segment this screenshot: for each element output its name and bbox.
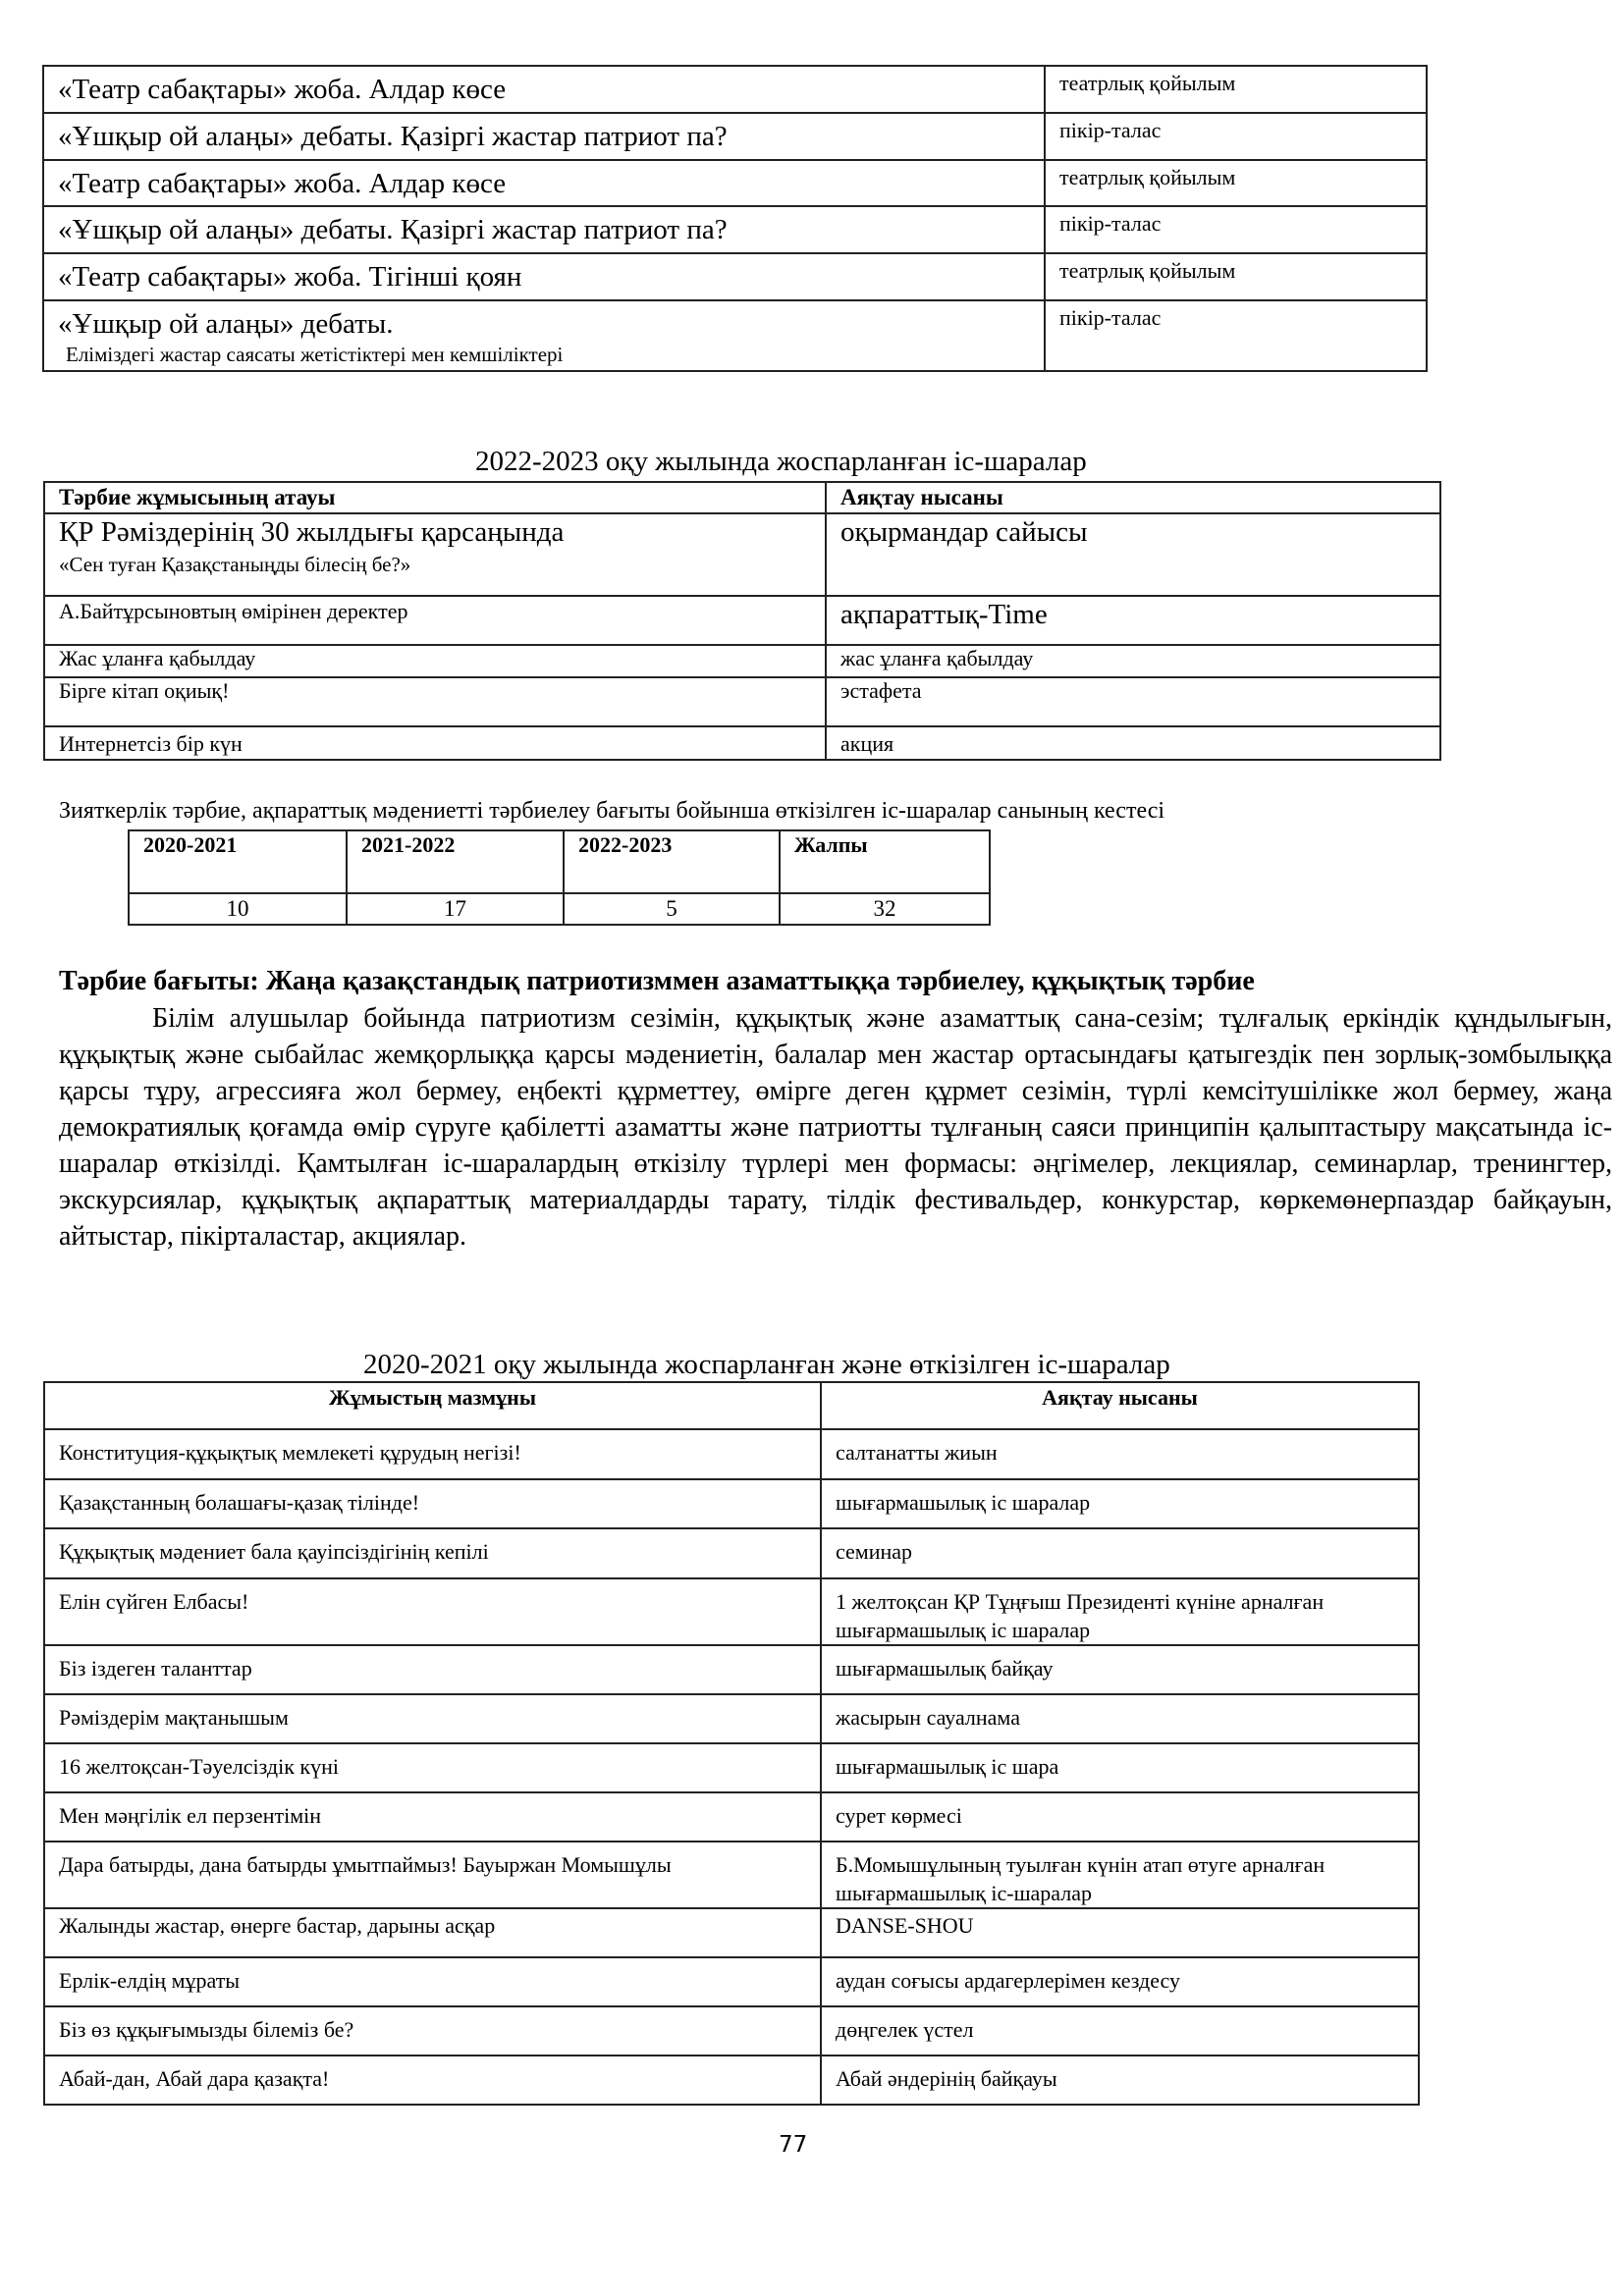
held-2020-table: [43, 1381, 1420, 2106]
form-cell: сурет көрмесі: [821, 1792, 1419, 1842]
section-heading: Тәрбие бағыты: Жаңа қазақстандық патриотизммен азаматтыққа тәрбиелеу, құқықтық тәрбие: [59, 966, 1255, 996]
column-header: Жұмыстың мазмұны: [44, 1382, 821, 1429]
table-row: [44, 2006, 1419, 2056]
page-number: 77: [779, 2132, 808, 2158]
column-header: Тәрбие жұмысының атауы: [44, 482, 826, 513]
planned-2022-title: 2022-2023 оқу жылында жоспарланған іс-шаралар: [475, 446, 1087, 477]
table-row: [43, 66, 1427, 113]
content-cell: Конституция-құқықтық мемлекеті құрудың негізі!: [44, 1429, 821, 1479]
event-title: «Ұшқыр ой алаңы» дебаты.: [58, 308, 394, 340]
table-row: [44, 1842, 1419, 1908]
form-cell: акция: [826, 726, 1440, 760]
year-header: 2021-2022: [347, 830, 564, 893]
content-cell: Дара батырды, дана батырды ұмытпаймыз! Бауыржан Момышұлы: [44, 1842, 821, 1908]
form-cell: шығармашылық іс шаралар: [821, 1479, 1419, 1528]
form-cell: DANSE-SHOU: [821, 1908, 1419, 1957]
table-row: [44, 596, 1440, 645]
table-row: [44, 1792, 1419, 1842]
table-header-row: [44, 1382, 1419, 1429]
year-header: 2020-2021: [129, 830, 347, 893]
table-row: [44, 2056, 1419, 2105]
form-cell: жас ұланға қабылдау: [826, 645, 1440, 677]
event-cell: [43, 300, 1045, 371]
event-cell: «Ұшқыр ой алаңы» дебаты. Қазіргі жастар патриот па?: [43, 206, 1045, 253]
content-cell: Рәміздерім мақтанышым: [44, 1694, 821, 1743]
table-row: [43, 206, 1427, 253]
form-cell: Б.Момышұлының туылған күнін атап өтуге арналған шығармашылық іс-шаралар: [821, 1842, 1419, 1908]
form-cell: жасырын сауалнама: [821, 1694, 1419, 1743]
event-cell: «Ұшқыр ой алаңы» дебаты. Қазіргі жастар патриот па?: [43, 113, 1045, 160]
table-row: [44, 1694, 1419, 1743]
event-cell: «Театр сабақтары» жоба. Тігінші қоян: [43, 253, 1045, 300]
form-cell: шығармашылық байқау: [821, 1645, 1419, 1694]
held-2020-title: 2020-2021 оқу жылында жоспарланған және өткізілген іс-шаралар: [363, 1349, 1170, 1380]
table-row: [44, 677, 1440, 726]
planned-2022-table: [43, 481, 1441, 761]
content-cell: Біз өз құқығымызды білеміз бе?: [44, 2006, 821, 2056]
name-cell: [44, 513, 826, 596]
form-cell: оқырмандар сайысы: [826, 513, 1440, 596]
counts-caption: Зияткерлік тәрбие, ақпараттық мәдениетті тәрбиелеу бағыты бойынша өткізілген іс-шаралар санының кестесі: [59, 798, 1165, 824]
total-value: 32: [780, 893, 990, 925]
form-cell: 1 желтоқсан ҚР Тұңғыш Президенті күніне арналған шығармашылық іс шаралар: [821, 1578, 1419, 1645]
form-cell: пікір-талас: [1045, 206, 1427, 253]
column-header: Аяқтау нысаны: [826, 482, 1440, 513]
table-header-row: [129, 830, 990, 893]
content-cell: Біз іздеген таланттар: [44, 1645, 821, 1694]
content-cell: Елін сүйген Елбасы!: [44, 1578, 821, 1645]
count-value: 10: [129, 893, 347, 925]
table-row: [43, 113, 1427, 160]
count-value: 5: [564, 893, 780, 925]
form-cell: театрлық қойылым: [1045, 66, 1427, 113]
table-row: [44, 1957, 1419, 2006]
form-cell: театрлық қойылым: [1045, 160, 1427, 206]
form-cell: пікір-талас: [1045, 113, 1427, 160]
total-header: Жалпы: [780, 830, 990, 893]
table-header-row: [44, 482, 1440, 513]
table-row: [44, 726, 1440, 760]
table-row: [129, 893, 990, 925]
form-cell: дөңгелек үстел: [821, 2006, 1419, 2056]
event-subtitle: Еліміздегі жастар саясаты жетістіктері мен кемшіліктері: [66, 343, 564, 366]
content-cell: 16 желтоқсан-Тәуелсіздік күні: [44, 1743, 821, 1792]
form-cell: эстафета: [826, 677, 1440, 726]
form-cell: пікір-талас: [1045, 300, 1427, 371]
form-cell: ақпараттық-Time: [826, 596, 1440, 645]
event-cell: «Театр сабақтары» жоба. Алдар көсе: [43, 160, 1045, 206]
form-cell: шығармашылық іс шара: [821, 1743, 1419, 1792]
content-cell: Жалынды жастар, өнерге бастар, дарыны асқар: [44, 1908, 821, 1957]
form-cell: семинар: [821, 1528, 1419, 1578]
year-header: 2022-2023: [564, 830, 780, 893]
table-row: [44, 513, 1440, 596]
table-row: [43, 160, 1427, 206]
content-cell: Абай-дан, Абай дара қазақта!: [44, 2056, 821, 2105]
count-value: 17: [347, 893, 564, 925]
table-row: [44, 645, 1440, 677]
content-cell: Мен мәңгілік ел перзентімін: [44, 1792, 821, 1842]
counts-table: [128, 829, 991, 926]
form-cell: театрлық қойылым: [1045, 253, 1427, 300]
section-paragraph: Білім алушылар бойында патриотизм сезімін, құқықтық және азаматтық сана-сезім; тұлғалық еркіндік құндылығын, құқықтық және сыбайлас жемқорлыққа қарсы мәдениетін, балалар мен жастар ортасындағы қатыгездік пен зорлық-зомбылыққа қарсы тұру, агрессияға жол бермеу, еңбекті құрметтеу, өмірге деген құрмет сезімін, түрлі кемсітушілікке жол бермеу, жаңа демократиялық қоғамда өмір сүруге қабілетті азаматты және патриотты тұлғаның саяси принципін қалыптастыру мақсатында іс-шаралар өткізілді. Қамтылған іс-шаралардың өткізілу түрлері мен формасы: әңгімелер, лекциялар, семинарлар, тренингтер, экскурсиялар, құқықтық ақпараттық материалдарды тарату, тілдік фестивальдер, конкурстар, көркемөнерпаздар байқауын, айтыстар, пікірталастар, акциялар.: [59, 1003, 1612, 1252]
name-cell: А.Байтұрсыновтың өмірінен деректер: [44, 596, 826, 645]
event-subtitle: «Сен туған Қазақстаныңды білесің бе?»: [59, 553, 411, 576]
table-row: [44, 1645, 1419, 1694]
content-cell: Құқықтық мәдениет бала қауіпсіздігінің кепілі: [44, 1528, 821, 1578]
table-row: [44, 1479, 1419, 1528]
column-header: Аяқтау нысаны: [821, 1382, 1419, 1429]
form-cell: Абай әндерінің байқауы: [821, 2056, 1419, 2105]
table-row: [44, 1743, 1419, 1792]
events-table-top: [42, 65, 1428, 372]
content-cell: Ерлік-елдің мұраты: [44, 1957, 821, 2006]
table-row: [43, 300, 1427, 371]
table-row: [44, 1429, 1419, 1479]
name-cell: Бірге кітап оқиық!: [44, 677, 826, 726]
name-cell: Жас ұланға қабылдау: [44, 645, 826, 677]
event-title: ҚР Рәміздерінің 30 жылдығы қарсаңында: [59, 516, 565, 548]
content-cell: Қазақстанның болашағы-қазақ тілінде!: [44, 1479, 821, 1528]
form-cell: аудан соғысы ардагерлерімен кездесу: [821, 1957, 1419, 2006]
table-row: [44, 1578, 1419, 1645]
table-row: [44, 1908, 1419, 1957]
name-cell: Интернетсіз бір күн: [44, 726, 826, 760]
form-cell: салтанатты жиын: [821, 1429, 1419, 1479]
event-cell: «Театр сабақтары» жоба. Алдар көсе: [43, 66, 1045, 113]
table-row: [44, 1528, 1419, 1578]
table-row: [43, 253, 1427, 300]
